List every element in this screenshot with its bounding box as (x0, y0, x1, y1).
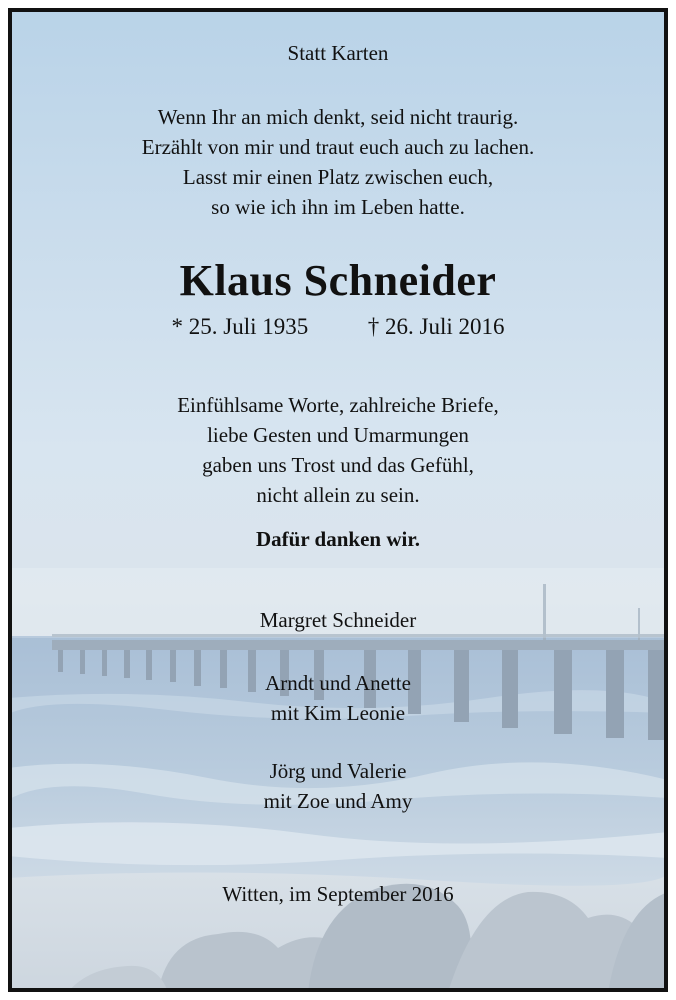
family-member: Margret Schneider (259, 608, 417, 632)
deceased-name: Klaus Schneider (179, 256, 497, 305)
family-member: Arndt und Anette (265, 671, 411, 695)
thanks-text (8, 390, 668, 510)
thanks-line: liebe Gesten und Umarmungen (207, 423, 469, 447)
poem-line: Lasst mir einen Platz zwischen euch, (182, 165, 494, 189)
thanks-line: Einfühlsame Worte, zahlreiche Briefe, (177, 393, 499, 417)
family-member: mit Zoe und Amy (263, 789, 413, 813)
thanks-line: nicht allein zu sein. (256, 483, 420, 507)
family-member: Jörg und Valerie (269, 759, 407, 783)
family-group (8, 756, 668, 816)
thanks-line: gaben uns Trost und das Gefühl, (202, 453, 474, 477)
poem (8, 102, 668, 222)
poem-line: so wie ich ihn im Leben hatte. (211, 195, 465, 219)
family-group (8, 668, 668, 728)
poem-line: Wenn Ihr an mich denkt, seid nicht traurig. (157, 105, 519, 129)
death-date: † 26. Juli 2016 (367, 314, 505, 339)
obituary-card (8, 8, 668, 992)
poem-line: Erzählt von mir und traut euch auch zu lachen. (141, 135, 535, 159)
birth-date: * 25. Juli 1935 (171, 314, 309, 339)
thanks-closing: Dafür danken wir. (256, 527, 420, 551)
life-dates (8, 312, 668, 342)
family-member: mit Kim Leonie (270, 701, 406, 725)
pier-deck (52, 640, 668, 650)
place-and-date: Witten, im September 2016 (222, 882, 454, 906)
header-statt-karten: Statt Karten (287, 41, 389, 65)
